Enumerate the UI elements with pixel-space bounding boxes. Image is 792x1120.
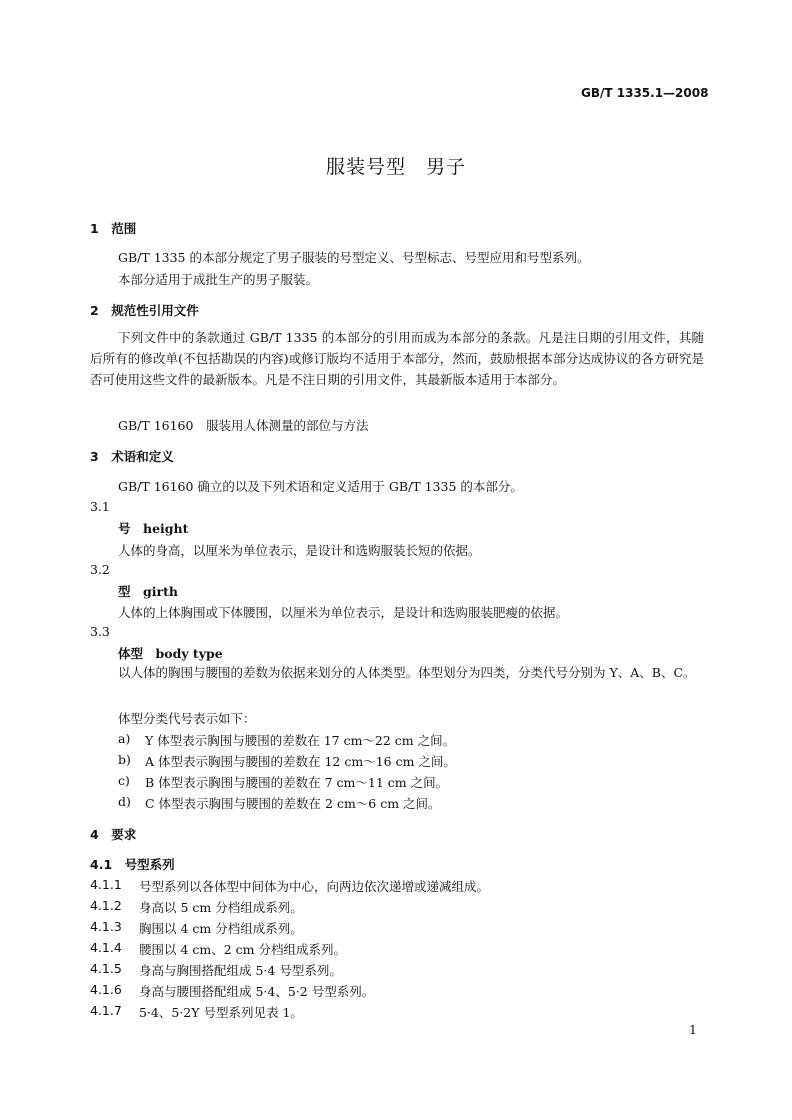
- section-4-heading: 4 要求: [90, 827, 137, 842]
- clause-4-1-1-number: 4.1.1: [90, 877, 122, 892]
- standard-number: GB/T 1335.1—2008: [581, 86, 709, 100]
- section-1-para-1: GB/T 1335 的本部分规定了男子服装的号型定义、号型标志、号型应用和号型系列。: [118, 250, 590, 265]
- body-type-item-c-mark: c): [118, 773, 130, 788]
- body-type-item-a-mark: a): [118, 731, 131, 746]
- body-type-item-c: B 体型表示胸围与腰围的差数在 7 cm～11 cm 之间。: [145, 775, 449, 790]
- clause-4-1-5-number: 4.1.5: [90, 961, 122, 976]
- clause-4-1-6-text: 身高与腰围搭配组成 5·4、5·2 号型系列。: [139, 984, 375, 999]
- term-3-1-number: 3.1: [90, 499, 110, 514]
- section-1-heading: 1 范围: [90, 221, 137, 236]
- clause-4-1-2-text: 身高以 5 cm 分档组成系列。: [139, 900, 303, 915]
- clause-4-1-4-text: 腰围以 4 cm、2 cm 分档组成系列。: [139, 942, 347, 957]
- section-3-heading: 3 术语和定义: [90, 449, 174, 464]
- term-3-2-definition: 人体的上体胸围或下体腰围，以厘米为单位表示，是设计和选购服装肥瘦的依据。: [118, 605, 569, 620]
- normative-reference: GB/T 16160 服装用人体测量的部位与方法: [118, 418, 369, 433]
- term-3-2-number: 3.2: [90, 562, 110, 577]
- clause-4-1-5-text: 身高与胸围搭配组成 5·4 号型系列。: [139, 963, 342, 978]
- term-3-3-name: 体型 body type: [118, 646, 223, 661]
- clause-4-1-4-number: 4.1.4: [90, 940, 122, 955]
- section-3-intro: GB/T 16160 确立的以及下列术语和定义适用于 GB/T 1335 的本部分。: [118, 479, 523, 494]
- body-type-item-b-mark: b): [118, 752, 131, 767]
- clause-4-1-1-text: 号型系列以各体型中间体为中心，向两边依次递增或递减组成。: [139, 879, 490, 894]
- body-type-item-d-mark: d): [118, 794, 131, 809]
- clause-4-1-7-number: 4.1.7: [90, 1003, 122, 1018]
- term-3-1-name: 号 height: [118, 521, 189, 536]
- page-number: 1: [689, 1022, 697, 1037]
- clause-4-1-3-text: 胸围以 4 cm 分档组成系列。: [139, 921, 303, 936]
- clause-4-1-2-number: 4.1.2: [90, 898, 122, 913]
- term-3-1-definition: 人体的身高，以厘米为单位表示，是设计和选购服装长短的依据。: [118, 543, 481, 558]
- body-type-item-d: C 体型表示胸围与腰围的差数在 2 cm～6 cm 之间。: [145, 796, 441, 811]
- term-3-3-definition: 以人体的胸围与腰围的差数为依据来划分的人体类型。体型划分为四类，分类代号分别为 Y、A、B、C。: [118, 665, 696, 680]
- term-3-3-number: 3.3: [90, 624, 110, 639]
- term-3-2-name: 型 girth: [118, 584, 178, 599]
- body-type-item-b: A 体型表示胸围与腰围的差数在 12 cm～16 cm 之间。: [145, 754, 456, 769]
- section-1-para-2: 本部分适用于成批生产的男子服装。: [118, 272, 319, 287]
- section-2-paragraph: 下列文件中的条款通过 GB/T 1335 的本部分的引用而成为本部分的条款。凡是注日期的引用文件，其随后所有的修改单(不包括勘误的内容)或修订版均不适用于本部分，然而，鼓励根据本部分达成协议的各方研究是否可使用这些文件的最新版本。凡是不注日期的引用文件，其最新版本适用于本部分。: [90, 330, 704, 387]
- document-title: 服装号型 男子: [325, 156, 466, 178]
- body-type-item-a: Y 体型表示胸围与腰围的差数在 17 cm～22 cm 之间。: [145, 733, 456, 748]
- clause-4-1-3-number: 4.1.3: [90, 919, 122, 934]
- clause-4-1-6-number: 4.1.6: [90, 982, 122, 997]
- clause-4-1-7-text: 5·4、5·2Y 号型系列见表 1。: [139, 1005, 303, 1020]
- body-type-list-intro: 体型分类代号表示如下：: [118, 711, 256, 726]
- section-4-1-heading: 4.1 号型系列: [90, 857, 175, 872]
- section-2-heading: 2 规范性引用文件: [90, 303, 199, 318]
